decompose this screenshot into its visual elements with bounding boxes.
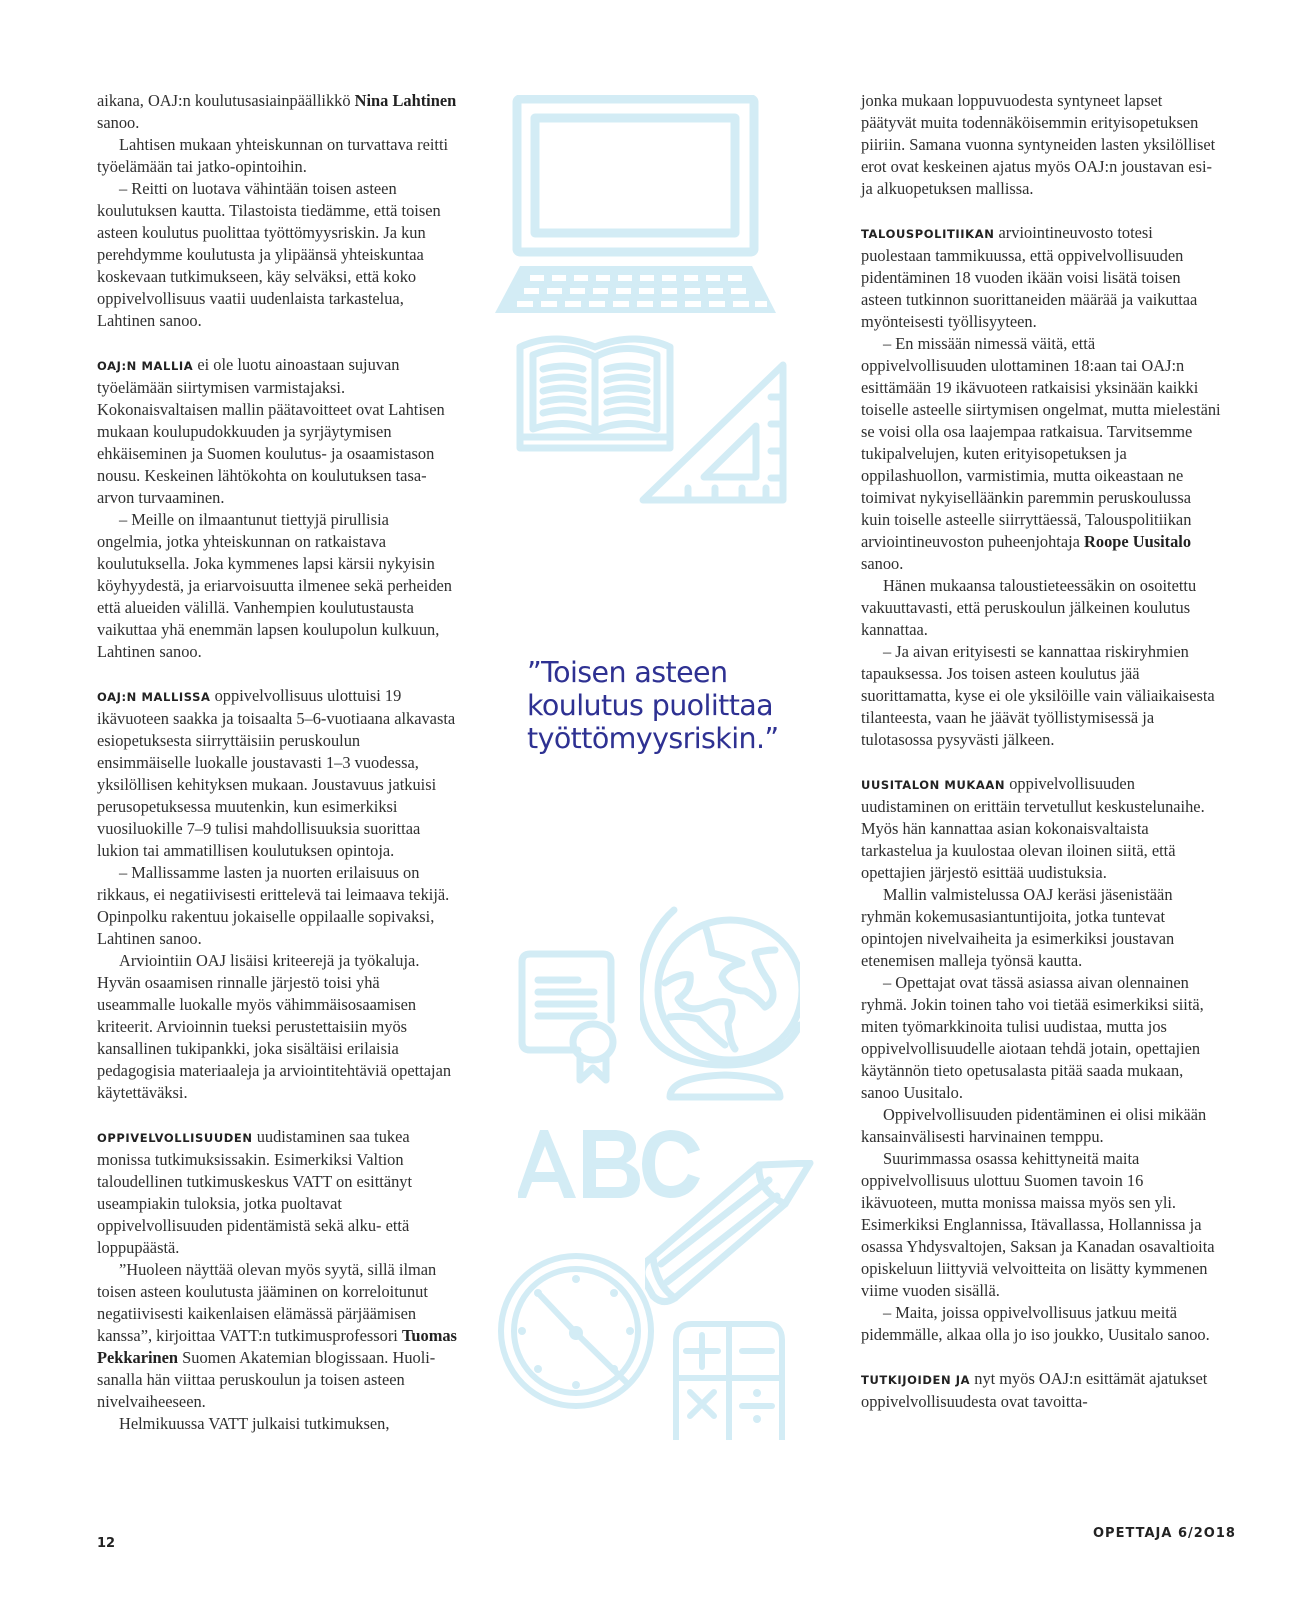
pull-quote: ”Toisen asteen koulutus puolittaa työttömyysriskin.” — [527, 656, 779, 755]
paragraph: Oppivelvollisuuden pidentäminen ei olisi mikään kansainvälisesti harvinainen temppu. — [861, 1105, 1207, 1146]
paragraph: – Opettajat ovat tässä asiassa aivan olennainen ryhmä. Jokin toinen taho voi tietää esimerkiksi siitä, miten työmarkkinoita tulisi uudistaa, mutta jos oppivelvollisuudelle aiotaan tehdä jotain, opettajien käytännön tieto opetusalasta pitää saada mukaan, sanoo Uusitalo. — [861, 973, 1204, 1102]
paragraph: Mallin valmistelussa OAJ keräsi jäsenistään ryhmän kokemusasiantuntijoita, jotka tuntevat opintojen nivelvaiheita ja esimerkiksi joustavan etenemisen malleja työnsä kautta. — [861, 885, 1175, 970]
clock-icon — [498, 1253, 658, 1413]
right-column — [861, 90, 1221, 1413]
section-lead: TUTKIJOIDEN JA nyt myös OAJ:n esittämät ajatukset oppivelvollisuudesta ovat tavoitta- — [861, 1369, 1208, 1411]
section-kicker: OPPIVELVOLLISUUDEN — [97, 1131, 253, 1145]
section-kicker: TALOUSPOLITIIKAN — [861, 227, 995, 241]
section-kicker: OAJ:N MALLIA — [97, 359, 194, 373]
section-kicker: TUTKIJOIDEN JA — [861, 1373, 971, 1387]
paragraph: – Ja aivan erityisesti se kannattaa riskiryhmien tapauksessa. Jos toisen asteen koulutus jää suorittamatta, kyse ei ole yksilöille vain väliaikaisesta tilanteesta, vaan he jäävät työllistymisessä ja tulotasossa pysyvästi jälkeen. — [861, 642, 1215, 749]
laptop-icon — [490, 95, 780, 317]
issue-label: OPETTAJA 6/2O18 — [1093, 1526, 1236, 1541]
paragraph: Arviointiin OAJ lisäisi kriteerejä ja työkaluja. Hyvän osaamisen rinnalle järjestö toisi yhä useammalle luokalle myös vähimmäisosaamisen kriteerit. Arvioinnin tueksi perustettaisiin myös kansallinen tukipankki, joka sisältäisi erilaisia pedagogisia materiaaleja ja arviointitehtäviä opettajan käytettäväksi. — [97, 951, 452, 1102]
globe-icon — [640, 905, 800, 1105]
paragraph: – Maita, joissa oppivelvollisuus jatkuu meitä pidemmälle, alkaa olla jo iso joukko, Uusitalo sanoo. — [861, 1303, 1210, 1344]
paragraph: Hänen mukaansa taloustieteessäkin on osoitettu vakuuttavasti, että peruskoulun jälkeinen koulutus kannattaa. — [861, 576, 1197, 639]
section-kicker: OAJ:N MALLISSA — [97, 690, 211, 704]
paragraph: Suurimmassa osassa kehittyneitä maita oppivelvollisuus ulottuu Suomen tavoin 16 ikävuoteen, mutta monissa maissa myös sen yli. Esimerkiksi Englannissa, Itävallassa, Hollannissa ja osassa Yhdysvaltojen, Saksan ja Kanadan osavaltioita opiskeluun liittyviä velvoitteita on lisätty kymmenen viime vuoden sisällä. — [861, 1149, 1215, 1300]
paragraph: aikana, OAJ:n koulutusasiainpäällikkö Nina Lahtinen sanoo. — [97, 91, 457, 132]
paragraph: – Reitti on luotava vähintään toisen asteen koulutuksen kautta. Tilastoista tiedämme, että toisen asteen koulutus puolittaa työttömyysriskin. Ja kun perehdymme koulutusta ja ylipäänsä yhteiskuntaa koskevaan tutkimukseen, käy selväksi, että koko oppivelvollisuus vaatii uudenlaista tarkastelua, Lahtinen sanoo. — [97, 179, 441, 330]
section-lead: OAJ:N MALLIA ei ole luotu ainoastaan sujuvan työelämään siirtymisen varmistajaksi. Kokonaisvaltaisen mallin päätavoitteet ovat Lahtisen mukaan koulupudokkuuden ja syrjäytymisen ehkäiseminen ja Suomen koulutus- ja osaamistason nousu. Keskeinen lähtökohta on koulutuksen tasa-arvon turvaaminen. — [97, 355, 445, 507]
paragraph: jonka mukaan loppuvuodesta syntyneet lapset päätyvät muita todennäköisemmin erityisopetuksen piiriin. Samana vuonna syntyneiden lasten yksilölliset erot ovat keskeinen ajatus myös OAJ:n joustavan esi- ja alkuopetuksen mallissa. — [861, 91, 1216, 198]
paragraph: – Mallissamme lasten ja nuorten erilaisuus on rikkaus, ei negatiivisesti erittelevä tai leimaava tekijä. Opinpolku rakentuu jokaiselle oppilaalle sopivaksi, Lahtinen sanoo. — [97, 863, 450, 948]
set-square-icon — [638, 360, 788, 505]
page-number: 12 — [97, 1536, 116, 1551]
person-name: Tuomas Pekkarinen — [97, 1326, 457, 1367]
section-lead: OPPIVELVOLLISUUDEN uudistaminen saa tukea monissa tutkimuksissakin. Esimerkiksi Valtion taloudellinen tutkimuskeskus VATT on esittänyt useampiakin tuloksia, jotka puoltavat oppivelvollisuuden pidentämistä sekä alku- että loppupäästä. — [97, 1127, 413, 1257]
paragraph: Lahtisen mukaan yhteiskunnan on turvattava reitti työelämään tai jatko-opintoihin. — [97, 135, 449, 176]
section-lead: OAJ:N MALLISSA oppivelvollisuus ulottuisi 19 ikävuoteen saakka ja toisaalta 5–6-vuotiaana alkavasta esiopetuksesta siirryttäisiin peruskoulun ensimmäiselle luokalle joustavasti 1–3 vuodessa, yksilöllisen kehityksen mukaan. Joustavuus jatkuisi perusopetuksessa muutenkin, kun esimerkiksi vuosiluokille 7–9 tulisi mahdollisuuksia suorittaa lukion tai ammatillisen koulutuksen opintoja. — [97, 686, 456, 860]
certificate-icon — [518, 950, 618, 1090]
person-name: Roope Uusitalo — [1084, 532, 1192, 551]
calculator-icon — [672, 1320, 787, 1440]
paragraph: – En missään nimessä väitä, että oppivelvollisuuden ulottaminen 18:aan tai OAJ:n esittämään 19 ikävuoteen ratkaisisi yksinään kaikki toiselle asteelle siirtymisen ongelmat, mutta mielestäni se voisi olla osa laajempaa ratkaisua. Tarvitsemme tukipalvelujen, kuten erityisopetuksen ja oppilashuollon, varmistimia, mutta oikeastaan ne toimivat nykyiselläänkin paremmin peruskoulussa kuin toiselle asteelle siirryttäessä, Talouspolitiikan arviointineuvoston puheenjohtaja Roope Uusitalo sanoo. — [861, 334, 1221, 573]
paragraph: – Meille on ilmaantunut tiettyjä pirullisia ongelmia, jotka yhteiskunnan on ratkaistava koulutuksella. Joka kymmenes lapsi kärsii nykyisin köyhyydestä, ja eriarvoisuutta ilmenee sekä perheiden että alueiden välillä. Vanhempien koulutustausta vaikuttaa yhä enemmän lapsen koulupolun kulkuun, Lahtinen sanoo. — [97, 510, 452, 661]
section-lead: UUSITALON MUKAAN oppivelvollisuuden uudistaminen on erittäin tervetullut keskustelunaihe. Myös hän kannattaa asian kokonaisvaltaista tarkastelua ja kuulostaa olevan iloinen siitä, että opettajien järjestö esittää uudistuksia. — [861, 774, 1205, 882]
section-lead: TALOUSPOLITIIKAN arviointineuvosto totesi puolestaan tammikuussa, että oppivelvollisuuden pidentäminen 18 vuoden ikään voisi lisätä toisen asteen tutkinnon suorittaneiden määrää ja vaikuttaa myönteisesti työllisyyteen. — [861, 223, 1198, 331]
section-kicker: UUSITALON MUKAAN — [861, 778, 1006, 792]
pencil-icon — [645, 1160, 815, 1310]
paragraph: ”Huoleen näyttää olevan myös syytä, sillä ilman toisen asteen koulutusta jääminen on korreloitunut negatiivisesti kaikenlaisen elämässä pärjäämisen kanssa”, kirjoittaa VATT:n tutkimusprofessori Tuomas Pekkarinen Suomen Akatemian blogissaan. Huoli-sanalla hän viittaa peruskoulun ja toisen asteen nivelvaiheeseen. — [97, 1260, 457, 1411]
paragraph: Helmikuussa VATT julkaisi tutkimuksen, — [119, 1414, 390, 1433]
person-name: Nina Lahtinen — [354, 91, 457, 110]
left-column — [97, 90, 457, 1435]
